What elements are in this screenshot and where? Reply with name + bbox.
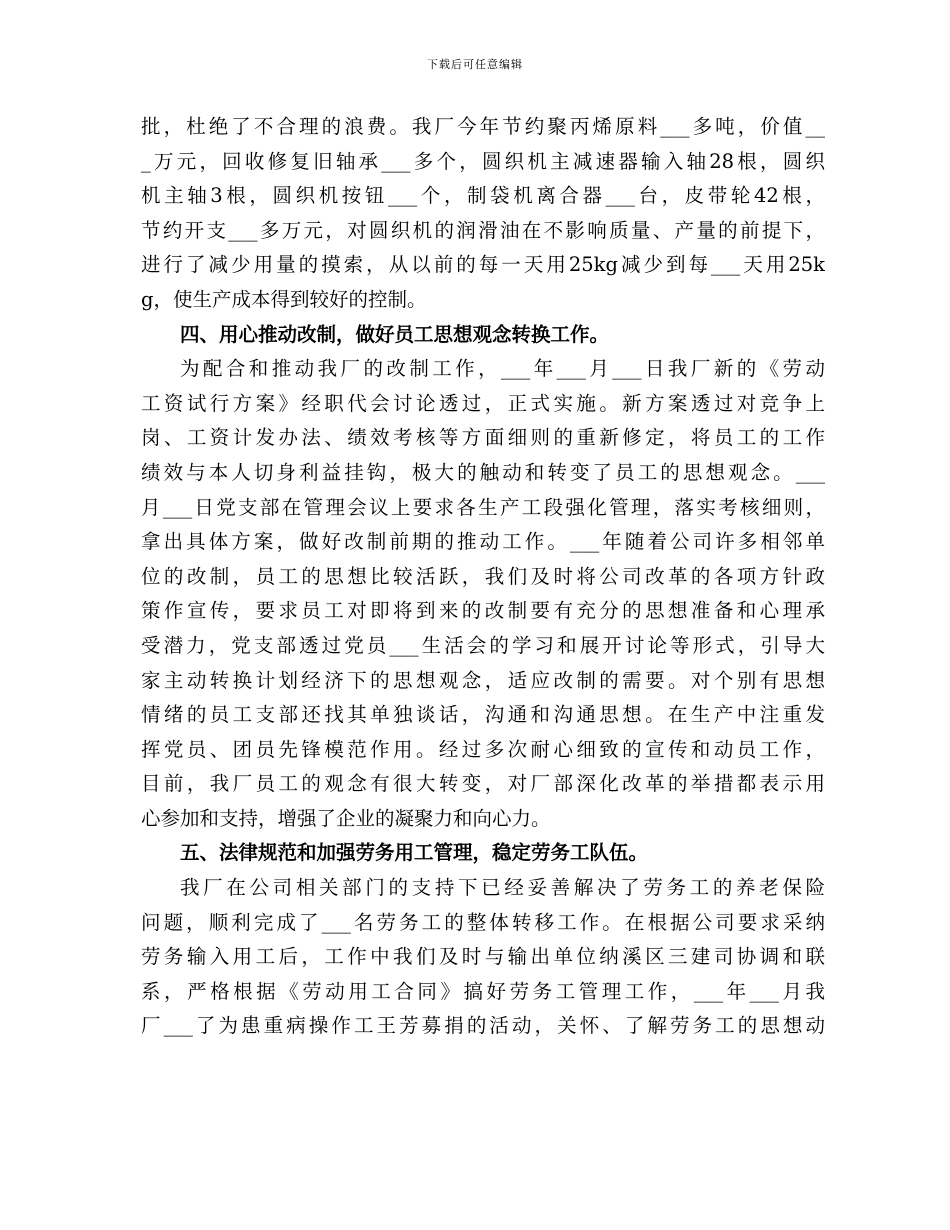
page-header: 下载后可任意编辑 <box>427 58 523 71</box>
text-line: _万元，回收修复旧轴承___多个，圆织机主减速器输入轴28根，圆织 <box>141 149 825 173</box>
text-line: 绩效与本人切身利益挂钩，极大的触动和转变了员工的思想观念。___ <box>141 460 825 484</box>
section-heading <box>141 836 825 871</box>
text-line: 情绪的员工支部还找其单独谈话，沟通和沟通思想。在生产中注重发 <box>141 703 825 727</box>
text-line: 岗、工资计发办法、绩效考核等方面细则的重新修定，将员工的工作 <box>141 426 825 450</box>
text-line: 劳务输入用工后，工作中我们及时与输出单位纳溪区三建司协调和联 <box>141 945 825 969</box>
text-line: 节约开支___多万元，对圆织机的润滑油在不影响质量、产量的前提下， <box>141 218 825 242</box>
text-line: 为配合和推动我厂的改制工作，___年___月___日我厂新的《劳动 <box>180 357 825 381</box>
text-line: 策作宣传，要求员工对即将到来的改制要有充分的思想准备和心理承 <box>141 599 825 623</box>
text-line: 我厂在公司相关部门的支持下已经妥善解决了劳务工的养老保险 <box>180 876 825 900</box>
text-line: 系，严格根据《劳动用工合同》搞好劳务工管理工作，___年___月我 <box>141 979 825 1003</box>
text-line: 家主动转换计划经济下的思想观念，适应改制的需要。对个别有思想 <box>141 668 825 692</box>
text-line: 拿出具体方案，做好改制前期的推动工作。___年随着公司许多相邻单 <box>141 530 825 554</box>
text-line: 工资试行方案》经职代会讨论透过，正式实施。新方案透过对竞争上 <box>141 391 825 415</box>
text-line: 问题，顺利完成了___名劳务工的整体转移工作。在根据公司要求采纳 <box>141 910 825 934</box>
text-line: 位的改制，员工的思想比较活跃，我们及时将公司改革的各项方针政 <box>141 564 825 588</box>
heading-line: 五、法律规范和加强劳务用工管理，稳定劳务工队伍。 <box>180 841 649 865</box>
text-line: g，使生产成本得到较好的控制。 <box>141 287 427 311</box>
text-line: 目前，我厂员工的观念有很大转变，对厂部深化改革的举措都表示用 <box>141 772 825 796</box>
text-line: 月___日党支部在管理会议上要求各生产工段强化管理，落实考核细则， <box>141 495 825 519</box>
paragraph <box>141 871 825 1044</box>
text-line: 挥党员、团员先锋模范作用。经过多次耐心细致的宣传和动员工作， <box>141 737 825 761</box>
section-heading <box>141 318 825 353</box>
paragraph <box>141 110 825 318</box>
text-line: 批，杜绝了不合理的浪费。我厂今年节约聚丙烯原料___多吨，价值__ <box>141 115 825 138</box>
text-line: 机主轴3根，圆织机按钮___个，制袋机离合器___台，皮带轮42根， <box>141 184 825 208</box>
document-body <box>141 110 825 1044</box>
text-line: 厂___了为患重病操作工王芳募捐的活动，关怀、了解劳务工的思想动 <box>141 1014 825 1038</box>
text-line: 进行了减少用量的摸索，从以前的每一天用25kg减少到每___天用25k <box>141 253 825 277</box>
text-line: 受潜力，党支部透过党员___生活会的学习和展开讨论等形式，引导大 <box>141 633 825 657</box>
paragraph <box>141 352 825 836</box>
text-line: 心参加和支持，增强了企业的凝聚力和向心力。 <box>141 806 551 830</box>
heading-line: 四、用心推动改制，做好员工思想观念转换工作。 <box>180 322 610 346</box>
